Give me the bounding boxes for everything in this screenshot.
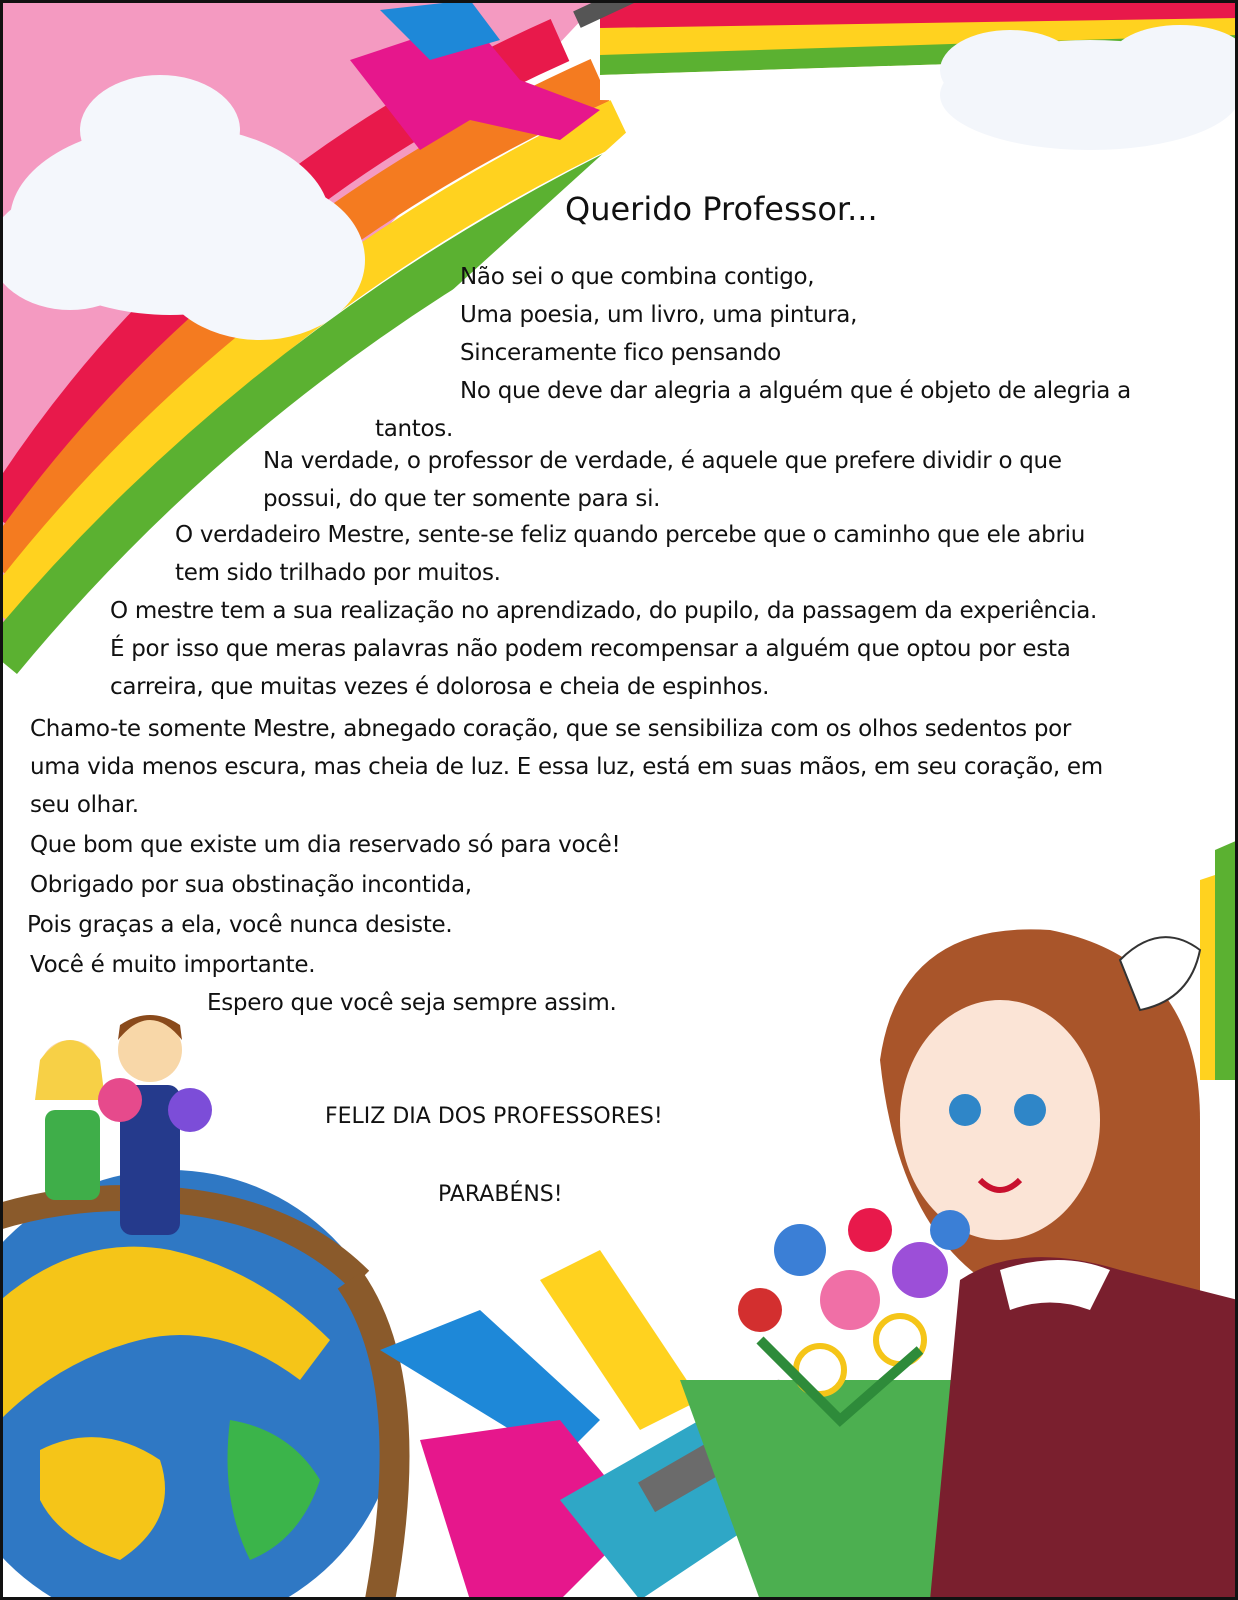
paragraph-2-line-2: possui, do que ter somente para si. [263,486,661,512]
paragraph-3-line-1: O verdadeiro Mestre, sente-se feliz quando percebe que o caminho que ele abriu [175,522,1085,548]
paragraph-10: Espero que você seja sempre assim. [207,990,617,1016]
poem-line-4b: tantos. [375,416,453,442]
poem-line-4: No que deve dar alegria a alguém que é objeto de alegria a [460,378,1131,404]
letter-title: Querido Professor... [565,190,878,228]
paragraph-7: Obrigado por sua obstinação incontida, [30,872,472,898]
poem-line-3: Sinceramente fico pensando [460,340,781,366]
paragraph-5-line-3: seu olhar. [30,792,139,818]
poem-line-1: Não sei o que combina contigo, [460,264,815,290]
poem-line-2: Uma poesia, um livro, uma pintura, [460,302,858,328]
paragraph-2-line-1: Na verdade, o professor de verdade, é aquele que prefere dividir o que [263,448,1062,474]
closing-greeting: FELIZ DIA DOS PROFESSORES! [325,1104,663,1129]
paragraph-9: Você é muito importante. [30,952,316,978]
paragraph-4-line-1: O mestre tem a sua realização no aprendizado, do pupilo, da passagem da experiência. [110,598,1098,624]
paragraph-5-line-1: Chamo-te somente Mestre, abnegado coração, que se sensibiliza com os olhos sedentos por [30,716,1072,742]
paragraph-8: Pois graças a ela, você nunca desiste. [27,912,453,938]
paragraph-5-line-2: uma vida menos escura, mas cheia de luz. E essa luz, está em suas mãos, em seu coração, em [30,754,1103,780]
paragraph-6: Que bom que existe um dia reservado só para você! [30,832,621,858]
paragraph-4-line-2: É por isso que meras palavras não podem recompensar a alguém que optou por esta [110,636,1071,662]
closing-congrats: PARABÉNS! [438,1182,563,1207]
paragraph-4-line-3: carreira, que muitas vezes é dolorosa e cheia de espinhos. [110,674,770,700]
paragraph-3-line-2: tem sido trilhado por muitos. [175,560,501,586]
